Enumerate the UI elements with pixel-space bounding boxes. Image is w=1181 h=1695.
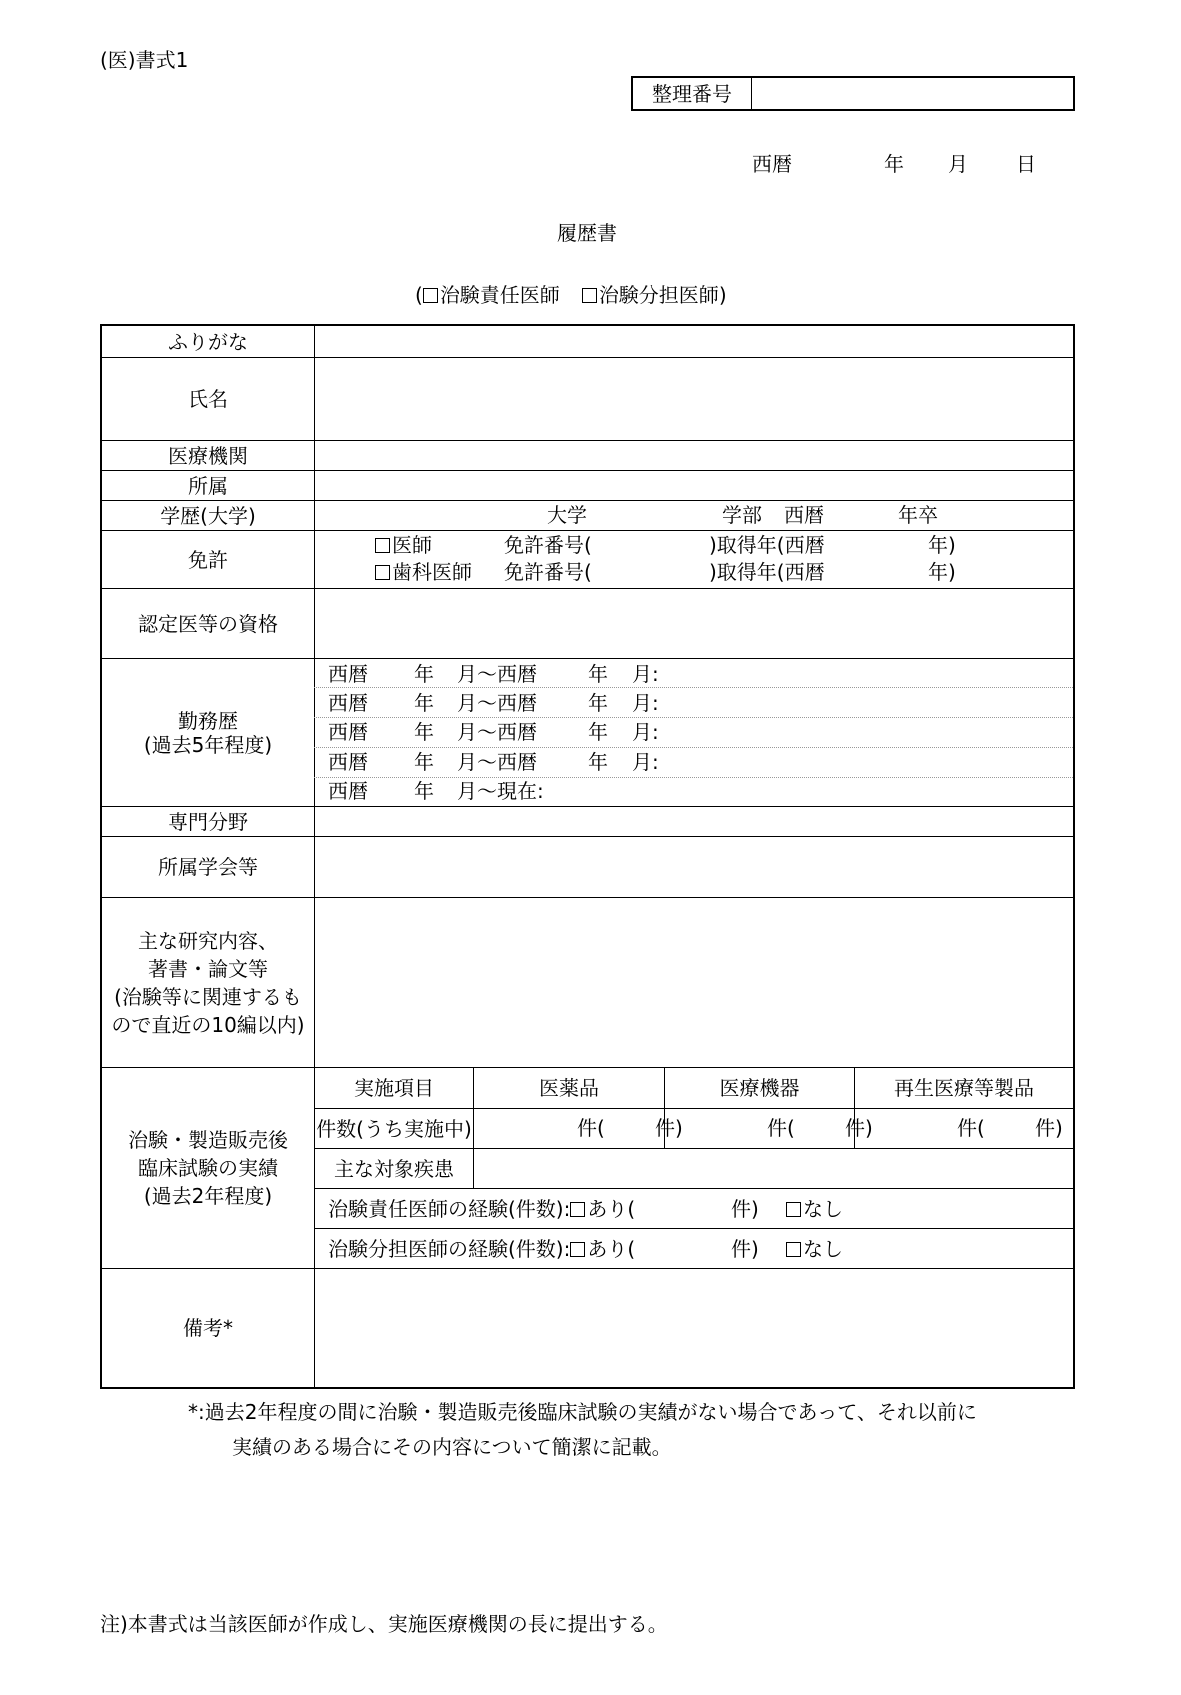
trials-count-drugs: 件( (577, 1116, 605, 1140)
date-day-label: 日 (1016, 152, 1036, 176)
career-details-input[interactable] (682, 659, 1073, 806)
trials-header-devices: 医療機器 (719, 1076, 800, 1100)
license-number-label-2: 免許番号( (504, 560, 592, 584)
specialty-input[interactable] (315, 807, 1073, 836)
trials-disease-input[interactable] (474, 1149, 1073, 1188)
license-number-label-1: 免許番号( (504, 533, 592, 557)
license-line-2: 歯科医師 (375, 560, 472, 584)
career-year: 年 (414, 750, 434, 774)
label-certification: 認定医等の資格 (138, 611, 278, 636)
career-year: 年 (414, 779, 434, 803)
license-line-1: 医師 (375, 533, 432, 557)
form-id: (医)書式1 (100, 48, 189, 72)
footnote-line-2: 実績のある場合にその内容について簡潔に記載。 (232, 1435, 672, 1459)
role-subinvestigator-checkbox[interactable] (582, 288, 597, 303)
societies-input[interactable] (315, 837, 1073, 897)
career-month: 月～西暦 (457, 691, 537, 715)
license-dentist-checkbox[interactable] (375, 565, 390, 580)
career-line: 西暦 (328, 750, 368, 774)
trials-header-item: 実施項目 (354, 1076, 434, 1100)
label-license: 免許 (188, 547, 228, 572)
career-month: 月～西暦 (457, 662, 537, 686)
pi-yes-close: 件) (731, 1197, 759, 1221)
pi-yes-checkbox[interactable] (570, 1202, 585, 1217)
label-furigana: ふりがな (168, 329, 248, 354)
career-year: 年 (414, 662, 434, 686)
license-year-close-2: 年) (928, 560, 956, 584)
label-research: 主な研究内容、 著書・論文等 (治験等に関連するも ので直近の10編以内) (111, 928, 305, 1037)
date-day-input[interactable] (972, 150, 1014, 176)
career-line: 西暦 (328, 662, 368, 686)
date-month-label: 月 (948, 152, 968, 176)
label-societies: 所属学会等 (158, 855, 258, 879)
trials-header-regenerative: 再生医療等製品 (894, 1076, 1034, 1100)
career-line: 西暦 (328, 691, 368, 715)
career-year-end: 年 (588, 662, 608, 686)
license-acquired-1: )取得年(西暦 (709, 533, 825, 557)
label-specialty: 専門分野 (168, 809, 248, 834)
role-subinvestigator-label: 治験分担医師 (598, 283, 719, 307)
furigana-input[interactable] (315, 326, 1073, 357)
resume-table (100, 324, 1075, 1389)
career-year: 年 (414, 720, 434, 744)
page-title: 履歴書 (557, 221, 617, 245)
label-trials: 治験・製造販売後 臨床試験の実績 (過去2年程度) (128, 1128, 288, 1208)
trials-count-devices: 件( (767, 1116, 795, 1140)
label-name: 氏名 (188, 387, 228, 411)
career-year-end: 年 (588, 691, 608, 715)
research-input[interactable] (315, 898, 1073, 1067)
career-month-end: 月: (632, 720, 659, 744)
ref-number-input[interactable] (752, 78, 1073, 109)
trials-count-regenerative-close: 件) (1035, 1116, 1063, 1140)
si-yes-checkbox[interactable] (570, 1242, 585, 1257)
career-month: 月～西暦 (457, 750, 537, 774)
career-year-end: 年 (588, 750, 608, 774)
license-doctor-checkbox[interactable] (375, 538, 390, 553)
certification-input[interactable] (315, 589, 1073, 658)
education-era: 西暦 (784, 503, 824, 527)
trials-count-regenerative: 件( (957, 1116, 985, 1140)
trials-disease-label: 主な対象疾患 (334, 1156, 454, 1181)
license-year-close-1: 年) (928, 533, 956, 557)
si-experience: 治験分担医師の経験(件数): あり( (328, 1237, 636, 1261)
label-remarks: 備考* (183, 1316, 233, 1340)
institution-input[interactable] (315, 441, 1073, 470)
date-year-label: 年 (884, 152, 904, 176)
pi-none: なし (786, 1197, 843, 1221)
footnote-line-1: *:過去2年程度の間に治験・製造販売後臨床試験の実績がない場合であって、それ以前に (188, 1400, 977, 1424)
career-line: 西暦 (328, 720, 368, 744)
role-investigator-checkbox[interactable] (423, 288, 438, 303)
date-year-input[interactable] (800, 150, 880, 176)
trials-count-label: 件数(うち実施中) (316, 1116, 472, 1141)
trials-count-devices-close: 件) (845, 1116, 873, 1140)
career-year: 年 (414, 691, 434, 715)
si-none: なし (786, 1237, 843, 1261)
trials-count-drugs-close: 件) (655, 1116, 683, 1140)
career-year-end: 年 (588, 720, 608, 744)
ref-number-box (631, 76, 1075, 111)
label-department: 所属 (188, 473, 228, 498)
role-selector: ( 治験責任医師 治験分担医師) (415, 283, 727, 307)
trials-header-drugs: 医薬品 (539, 1076, 599, 1100)
ref-number-label: 整理番号 (652, 81, 732, 106)
career-month-end: 月: (632, 662, 659, 686)
si-yes-close: 件) (731, 1237, 759, 1261)
label-career: 勤務歴 (過去5年程度) (143, 708, 273, 757)
name-input[interactable] (315, 358, 1073, 440)
career-month: 月～現在: (457, 779, 544, 803)
si-none-checkbox[interactable] (786, 1242, 801, 1257)
submission-note: 注)本書式は当該医師が作成し、実施医療機関の長に提出する。 (100, 1612, 668, 1636)
remarks-input[interactable] (315, 1269, 1073, 1387)
education-university: 大学 (547, 503, 587, 527)
role-investigator-label: 治験責任医師 (439, 283, 560, 307)
education-graduated: 年卒 (898, 503, 938, 527)
label-education: 学歴(大学) (160, 503, 256, 528)
license-acquired-2: )取得年(西暦 (709, 560, 825, 584)
date-month-input[interactable] (908, 150, 946, 176)
pi-experience: 治験責任医師の経験(件数): あり( (328, 1197, 636, 1221)
date-era: 西暦 (752, 152, 792, 176)
career-line: 西暦 (328, 779, 368, 803)
department-input[interactable] (315, 471, 1073, 500)
career-month-end: 月: (632, 750, 659, 774)
pi-none-checkbox[interactable] (786, 1202, 801, 1217)
label-institution: 医療機関 (168, 443, 248, 468)
career-month-end: 月: (632, 691, 659, 715)
education-faculty: 学部 (722, 503, 762, 527)
career-month: 月～西暦 (457, 720, 537, 744)
